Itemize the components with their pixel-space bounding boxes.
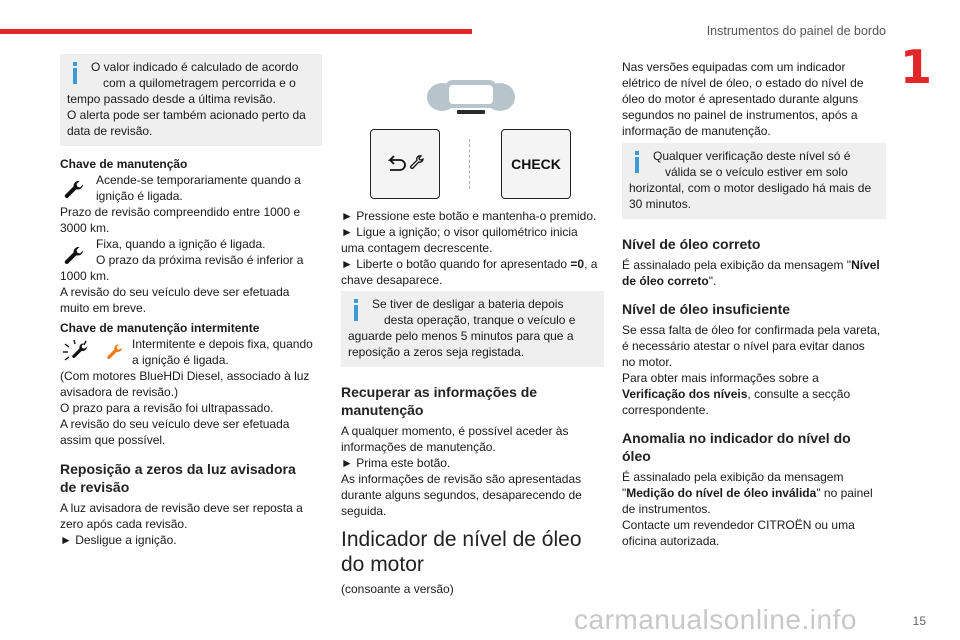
flash-block: [60, 336, 322, 368]
message-text: Medição do nível de óleo inválida: [626, 486, 817, 500]
oil-anomaly-title: Anomalia no indicador do nível do: [622, 430, 851, 446]
step-text: ► Liberte o botão quando for apresentado: [341, 257, 571, 271]
text-line: de instrumentos.: [622, 502, 711, 516]
step-line: chave desaparece.: [341, 273, 443, 287]
text: ".: [708, 274, 717, 288]
text-line: Contacte um revendedor CITROËN ou uma: [622, 518, 855, 532]
info-icon: [351, 299, 361, 321]
text-line: ► Prima este botão.: [341, 456, 451, 470]
header-title: Instrumentos do painel de bordo: [706, 24, 886, 38]
oil-correct-section: [622, 235, 886, 289]
step-value: =0: [570, 257, 585, 271]
maintenance-key-section: [60, 156, 322, 316]
info-icon: [632, 151, 642, 173]
text-line: Prazo de revisão compreendido entre 1000 e: [60, 205, 301, 219]
text-line: 3000 km.: [60, 221, 110, 235]
text-line: A revisão do seu veículo deve ser efetuada: [60, 417, 290, 431]
text-line: O prazo da próxima revisão é inferior a: [96, 253, 304, 267]
step-text: , a: [584, 257, 598, 271]
text-line: avisadora de revisão.): [60, 385, 179, 399]
text-line: [622, 273, 886, 289]
recover-section: [341, 383, 605, 519]
chapter-number: 1: [900, 40, 933, 94]
info-line: com a quilometragem percorrida e o: [103, 76, 296, 90]
info-line: data de revisão.: [67, 124, 153, 138]
text-line: Para obter mais informações sobre a: [622, 371, 819, 385]
text-line: assim que possível.: [60, 433, 166, 447]
flashing-wrench-icon: [60, 338, 124, 366]
message-text: Nível: [851, 258, 880, 272]
maint-a-block: [60, 172, 322, 204]
text: " no painel: [816, 486, 873, 500]
info-line: 30 minutos.: [629, 197, 692, 211]
step-line: [341, 256, 605, 272]
reference-text: Verificação dos níveis: [622, 387, 748, 401]
text-line: O prazo para a revisão foi ultrapassado.: [60, 401, 274, 415]
text-line: [622, 386, 886, 402]
text-line: As informações de revisão são apresentadas: [341, 472, 582, 486]
reset-title: de revisão: [60, 479, 130, 495]
info-line: Qualquer verificação deste nível só é: [653, 149, 851, 163]
text-line: Intermitente e depois fixa, quando: [132, 337, 313, 351]
info-icon: [70, 62, 80, 84]
text-line: [622, 485, 886, 501]
maintenance-key-title: Chave de manutenção: [60, 157, 188, 171]
text-line: Acende-se temporariamente quando a: [96, 173, 301, 187]
text: , consulte a secção: [747, 387, 851, 401]
text-line: A revisão do seu veículo deve ser efetuada: [60, 285, 290, 299]
step-line: uma contagem decrescente.: [341, 241, 493, 255]
info-line: válida se o veículo estiver em solo: [665, 165, 848, 179]
info-box-service-alert: [60, 54, 322, 146]
text-line: (Com motores BlueHDi Diesel, associado à luz: [60, 369, 310, 383]
text-line: correspondente.: [622, 403, 709, 417]
wrench-icon: [62, 244, 86, 268]
recover-title: Recuperar as informações de: [341, 384, 538, 400]
text-line: informação de manutenção.: [622, 124, 771, 138]
flashing-key-title: Chave de manutenção intermitente: [60, 321, 260, 335]
info-box-level-check: [622, 143, 886, 219]
text-line: É assinalado pela exibição da mensagem: [622, 470, 844, 484]
watermark: carmanualsonline.info: [574, 604, 857, 635]
text-line: a ignição é ligada.: [132, 353, 229, 367]
oil-anomaly-title: óleo: [622, 448, 651, 464]
text-line: A qualquer momento, é possível aceder às: [341, 424, 569, 438]
text-line: segundos no painel de instrumentos, após a: [622, 108, 858, 122]
oil-intro: [622, 59, 886, 139]
text-line: Fixa, quando a ignição é ligada.: [96, 237, 266, 251]
text-line: ignição é ligada.: [96, 189, 183, 203]
text-line: ► Desligue a ignição.: [60, 533, 177, 547]
text-line: elétrico de nível de óleo, o estado do nível de: [622, 76, 864, 90]
text-line: 1000 km.: [60, 269, 110, 283]
info-line: horizontal, com o motor desligado há mais de: [629, 181, 872, 195]
info-line: Se tiver de desligar a bateria depois: [372, 297, 564, 311]
oil-indicator-subtitle: (consoante a versão): [341, 582, 454, 596]
text-line: óleo do motor é apresentado durante alguns: [622, 92, 859, 106]
info-line: O alerta pode ser também acionado perto da: [67, 108, 306, 122]
text-line: zero após cada revisão.: [60, 517, 188, 531]
text-line: informações de manutenção.: [341, 440, 496, 454]
maint-b-block: [60, 236, 322, 268]
info-line: tempo passado desde a última revisão.: [67, 92, 276, 106]
text-line: muito em breve.: [60, 301, 147, 315]
text-line: é necessário atestar o nível para evitar danos: [622, 339, 865, 353]
oil-indicator-title: do motor: [341, 553, 424, 576]
message-text: de óleo correto: [622, 274, 709, 288]
page-number: 15: [912, 614, 926, 628]
text-line: oficina autorizada.: [622, 534, 720, 548]
reset-title: Reposição a zeros da luz avisadora: [60, 461, 296, 477]
oil-low-section: [622, 300, 886, 418]
oil-indicator-title: Indicador de nível de óleo: [341, 528, 582, 551]
divider: [469, 139, 472, 189]
reset-steps: [341, 208, 605, 288]
oil-correct-title: Nível de óleo correto: [622, 236, 761, 252]
text-line: Nas versões equipadas com um indicador: [622, 60, 846, 74]
info-line: desta operação, tranque o veículo e: [384, 313, 576, 327]
oil-indicator-section: [341, 527, 605, 597]
text-line: Se essa falta de óleo for confirmada pela vareta,: [622, 323, 881, 337]
text-line: [622, 257, 886, 273]
step-line: ► Ligue a ignição; o visor quilométrico inicia: [341, 225, 578, 239]
text: ": [622, 486, 627, 500]
info-line: reposição a zeros seja registada.: [348, 345, 525, 359]
oil-low-title: Nível de óleo insuficiente: [622, 301, 791, 317]
reset-arrow-wrench-icon: [386, 154, 426, 174]
instrument-panel-icon: [425, 76, 517, 116]
text: É assinalado pela exibição da mensagem ": [622, 258, 852, 272]
info-line: O valor indicado é calculado de acordo: [91, 60, 299, 74]
text-line: seguida.: [341, 504, 387, 518]
recover-title: manutenção: [341, 402, 424, 418]
reset-button[interactable]: [370, 129, 440, 199]
flashing-key-section: [60, 320, 322, 448]
info-box-battery: [341, 291, 604, 367]
text-line: A luz avisadora de revisão deve ser reposta a: [60, 501, 303, 515]
text-line: no motor.: [622, 355, 673, 369]
reset-section: [60, 460, 322, 548]
info-line: aguarde pelo menos 5 minutos para que a: [348, 329, 574, 343]
step-line: ► Pressione este botão e mantenha-o premido.: [341, 209, 597, 223]
check-button[interactable]: CHECK: [501, 129, 571, 199]
wrench-icon: [62, 178, 86, 202]
header-red-bar: [0, 29, 472, 34]
text-line: durante alguns segundos, desaparecendo de: [341, 488, 582, 502]
oil-anomaly-section: [622, 429, 886, 549]
